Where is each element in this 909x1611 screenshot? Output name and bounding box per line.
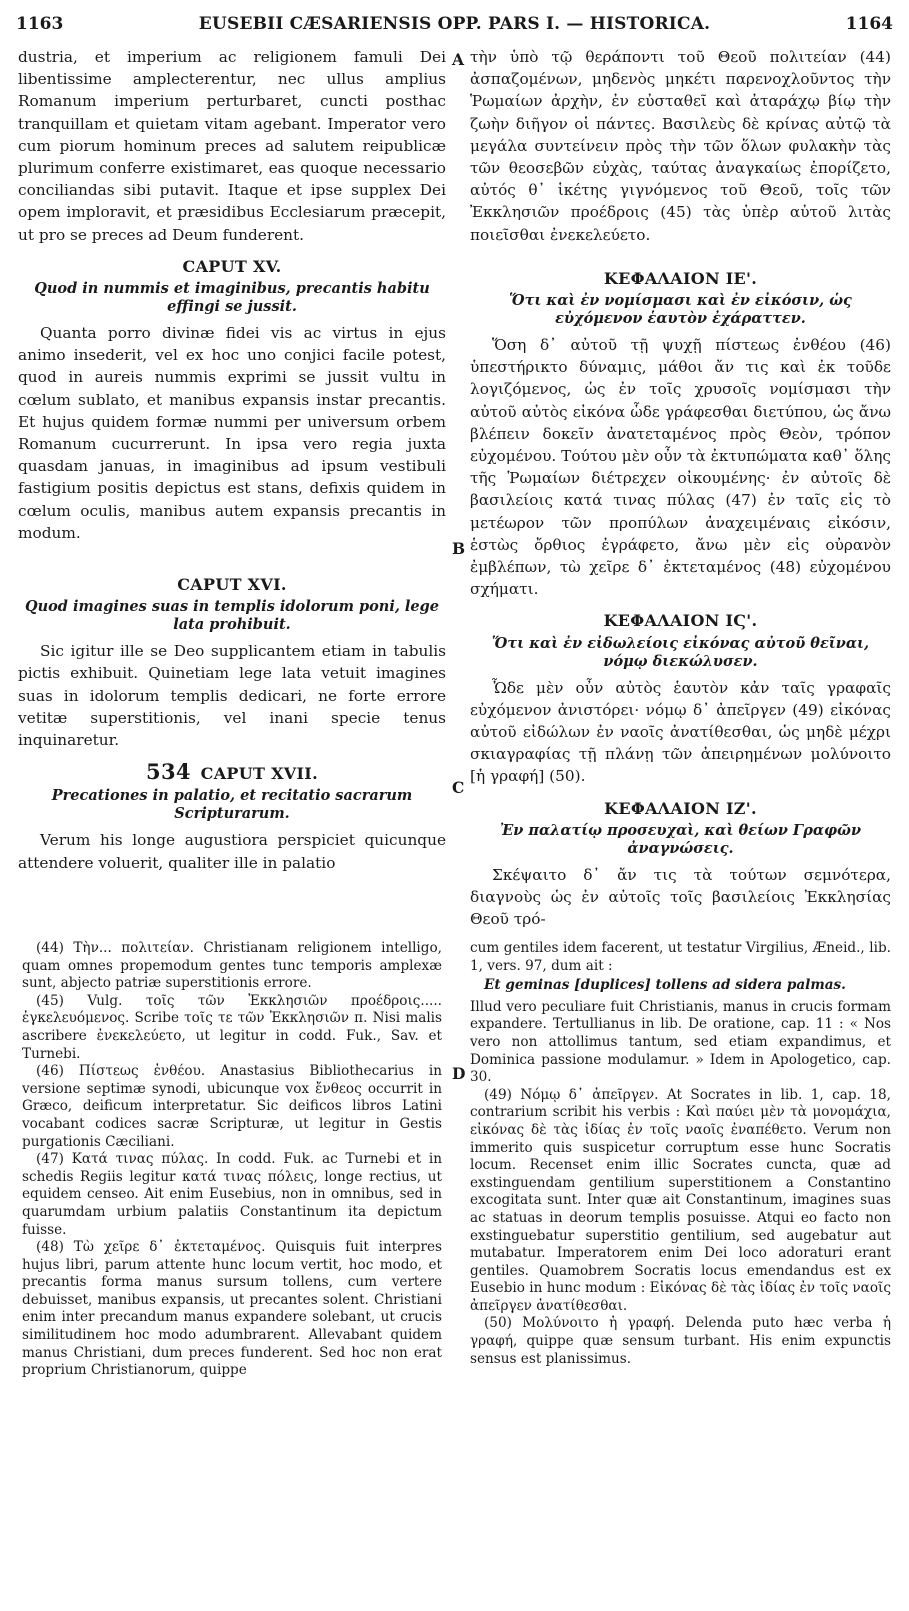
column-number-534: 534 <box>146 759 191 785</box>
greek-column <box>470 46 891 931</box>
caput-17-text: Verum his longe augustiora perspiciet quicunque attendere voluerit, qualiter ille in palatio <box>18 831 446 872</box>
margin-letter-c: C <box>452 778 465 797</box>
footnote-48-end: Illud vero peculiare fuit Christianis, manus in crucis formam expandere. Tertullianus in lib. De oratione, cap. 11 : « Nos vero non attollimus tantum, sed etiam expandimus, et Dominica passione modulamur. » Idem in Apologetico, cap. 30. <box>470 998 891 1086</box>
footnote-48-continued: cum gentiles idem facerent, ut testatur Virgilius, Æneid., lib. 1, vers. 97, dum ait : <box>470 940 891 974</box>
caput-17-title-text: CAPUT XVII. <box>200 764 318 784</box>
running-title: EUSEBII CÆSARIENSIS OPP. PARS I. — HISTORICA. <box>198 14 711 34</box>
footnote-49: (49) Νόμῳ δ᾽ ἀπεῖργεν. At Socrates in lib. 1, cap. 18, contrarium scribit his verbis : Καὶ παύει μὲν τὰ μονομάχια, εἰκόνας δὲ τὰς ἰδίας ἐν τοῖς ναοῖς ἐναπέθετο. Verum non immerito quis suspicetur corruptum esse hunc Socratis locum. Recenset enim illic Socrates cuncta, quæ ad exstinguendam gentilium superstitionem a Constantino excogitata sunt. Inter quæ ait Constantinum, imagines suas ac statuas in deorum templis posuisse. Atqui eo facto non exstinguebatur superstitio gentilium, sed augebatur aut mutabatur. Imperatorem enim Dei loco adoraturi erant gentiles. Quamobrem Socratis locus emendandus est ex Eusebio in hunc modum : Εἰκόνας δὲ τὰς ἰδίας ἐν τοῖς ναοῖς ἀπεῖργεν ἀνατίθεσθαι. <box>470 1086 891 1314</box>
footnote-48: (48) Τὼ χεῖρε δ᾽ ἐκτεταμένος. Quisquis fuit interpres hujus libri, parum attente hunc locum vertit, hoc modo, et precantis forma manus sursum tollens, cum vertere debuisset, manibus expansis, ut precantes solent. Christiani enim inter precandum manus expandere solebant, ut crucis similitudinem hoc modo adumbrarent. Allevabant quidem manus Christiani, dum preces funderent. Sed hoc non erat proprium Christianorum, quippe <box>22 1239 442 1379</box>
latin-intro: dustria, et imperium ac religionem famuli Dei libentissime amplecterentur, nec ullus amplius Romanum imperium perturbaret, cuncti posthac tranquillam et quietam vitam agebant. Imperator vero cum piorum hominum preces ad salutem reipublicæ plurimum conferre existimaret, eas quoque necessario conciliandas sibi putavit. Itaque et ipse supplex Dei opem imploravit, et præsidibus Ecclesiarum præcepit, ut pro se preces ad Deum funderent. <box>18 48 446 244</box>
kephalaion-15-text: Ὅση δ᾽ αὐτοῦ τῇ ψυχῇ πίστεως ἐνθέου (46) ὑπεστήρικτο δύναμις, μάθοι ἄν τις καὶ ἐκ τοῦδε λογιζόμενος, ὡς ἐν τοῖς χρυσοῖς νομίσμασι τὴν αὐτοῦ αὐτὸς εἰκόνα ὧδε γράφεσθαι διετύπου, ὡς ἄνω βλέπειν δοκεῖν ἀνατεταμένος πρὸς Θεὸν, τρόπον εὐχομένου. Τούτου μὲν οὖν τὰ ἐκτυπώματα καθ᾽ ὅλης τῆς Ῥωμαίων διέτρεχεν οἰκουμένης· ἐν αὐτοῖς δὲ βασιλείοις κατά τινας πύλας (47) ἐν ταῖς εἰς τὸ μετέωρον τῶν προπύλων ἀναχειμέναις εἰκόσιν, ἑστὼς ὄρθιος ἐγράφετο, ἄνω μὲν εἰς οὐρανὸν ἐμβλέπων, τὼ χεῖρε δ᾽ ἐκτεταμένος (48) εὐχομένου σχήματι. <box>470 336 891 599</box>
kephalaion-16-subtitle: Ὅτι καὶ ἐν εἰδωλείοις εἰκόνας αὐτοῦ θεῖναι, νόμῳ διεκώλυσεν. <box>491 634 870 670</box>
caput-15-subtitle: Quod in nummis et imaginibus, precantis habitu effingi se jussit. <box>34 280 430 316</box>
kephalaion-15-subtitle: Ὅτι καὶ ἐν νομίσμασι καὶ ἐν εἰκόσιν, ὡς εὐχόμενον ἑαυτὸν ἐχάραττεν. <box>509 292 852 328</box>
page-number-right: 1164 <box>845 14 893 34</box>
kephalaion-17-text: Σκέψαιτο δ᾽ ἄν τις τὰ τούτων σεμνότερα, διαγνοὺς ὡς ἐν αὐτοῖς τοῖς βασιλείοις Ἐκκλησίας Θεοῦ τρό- <box>470 865 891 929</box>
footnote-50: (50) Μολύνοιτο ἡ γραφή. Delenda puto hæc verba ἡ γραφή, quippe quæ sensum turbant. His enim expunctis sensus est planissimus. <box>470 1315 891 1367</box>
caput-17-title <box>18 761 446 785</box>
kephalaion-16-text: Ὧδε μὲν οὖν αὐτὸς ἑαυτὸν κἀν ταῖς γραφαῖς εὐχόμενον ἀνιστόρει· νόμῳ δ᾽ ἀπεῖργεν (49) εἰκόνας αὐτοῦ εἰδώλων ἐν ναοῖς ἀνατίθεσθαι, ὡς μηδὲ μέχρι σκιαγραφίας τῇ πλάνῃ τῶν ἀπειρημένων μολύνοιτο [ἡ γραφή] (50). <box>470 678 891 786</box>
caput-15-text: Quanta porro divinæ fidei vis ac virtus in ejus animo insederit, vel ex hoc uno conjici facile potest, quod in aureis nummis exprimi se jussit vultu in cœlum sublato, et manibus expansis instar precantis. Et hujus quidem formæ nummi per universum orbem Romanum cucurrerunt. In ipsa vero regia juxta quasdam januas, in imaginibus ad ipsum vestibuli fastigium positis depictus est stans, defixis quidem in cœlum oculis, manibus autem expansis precantis in modum. <box>18 324 446 542</box>
running-header <box>0 14 909 42</box>
page-number-left: 1163 <box>16 14 64 34</box>
margin-letter-d: D <box>452 1064 466 1083</box>
margin-letter-b: B <box>452 539 466 558</box>
greek-intro: τὴν ὑπὸ τῷ θεράποντι τοῦ Θεοῦ πολιτείαν (44) ἀσπαζομένων, μηδενὸς μηκέτι παρενοχλοῦντος τὴν Ῥωμαίων ἀρχὴν, ἐν εὐσταθεῖ καὶ ἀταράχῳ βίῳ τὴν ζωὴν διῆγον οἱ πάντες. Βασιλεὺς δὲ κρίνας αὐτῷ τὰ μεγάλα συντείνειν πρὸς τὴν τῶν ὅλων φυλακὴν τὰς τῶν θεοσεβῶν εὐχὰς, ταύτας ἀναγκαίως ἐπορίζετο, αὐτός θ᾽ ἱκέτης γιγνόμενος τοῦ Θεοῦ, τοῖς τῶν Ἐκκλησιῶν προέδροις (45) τὰς ὑπὲρ αὐτοῦ λιτὰς ποιεῖσθαι ἐνεκελεύετο. <box>470 48 891 244</box>
caput-16-title: CAPUT XVI. <box>177 575 287 595</box>
kephalaion-17-title: ΚΕΦΑΛΑΙΟΝ ΙΖ'. <box>604 798 757 818</box>
kephalaion-17-subtitle: Ἐν παλατίῳ προσευχαὶ, καὶ θείων Γραφῶν ἀναγνώσεις. <box>499 821 862 857</box>
footnote-47: (47) Κατά τινας πύλας. In codd. Fuk. ac Turnebi et in schedis Regiis legitur κατά τινας πόλεις, longe rectius, ut equidem censeo. Ait enim Eusebius, non in omnibus, sed in quarumdam urbium palatiis Constantinum ita depictum fuisse. <box>22 1151 442 1238</box>
footnote-46: (46) Πίστεως ἐνθέου. Anastasius Bibliothecarius in versione septimæ synodi, ubicunque vox ἔνθεος occurrit in Græco, deificum interpretatur. Sic deificos libros Latini vocabant codices sacræ Scripturæ, ut legitur in Gestis purgationis Cæciliani. <box>22 1063 442 1150</box>
footnotes-left <box>22 940 442 1380</box>
caput-15-title: CAPUT XV. <box>182 256 282 276</box>
margin-letter-a: A <box>452 50 465 69</box>
virgil-quote: Et geminas [duplices] tollens ad sidera palmas. <box>484 977 846 994</box>
caput-16-subtitle: Quod imagines suas in templis idolorum poni, lege lata prohibuit. <box>24 598 440 634</box>
kephalaion-15-title: ΚΕΦΑΛΑΙΟΝ ΙΕ'. <box>603 268 758 288</box>
footnote-45: (45) Vulg. τοῖς τῶν Ἐκκλησιῶν προέδροις..... ἐγκελευόμενος. Scribe τοῖς τε τῶν Ἐκκλησιῶν π. Nisi malis ascribere ἐνεκελεύετο, ut legitur in codd. Fuk., Sav. et Turnebi. <box>22 992 442 1062</box>
caput-17-subtitle: Precationes in palatio, et recitatio sacrarum Scripturarum. <box>51 787 413 823</box>
kephalaion-16-title: ΚΕΦΑΛΑΙΟΝ ΙϚ'. <box>603 611 758 631</box>
footnote-44: (44) Τὴν... πολιτείαν. Christianam religionem intelligo, quam omnes propemodum gentes tunc temporis amplexæ sunt, abjecto patriæ superstitionis errore. <box>22 940 442 992</box>
latin-column <box>18 46 446 874</box>
caput-16-text: Sic igitur ille se Deo supplicantem etiam in tabulis pictis exhibuit. Quinetiam lege lata vetuit imagines suas in idolorum templis dedicari, ne forte errore vetitæ superstitionis, vel inani specie tenus inquinaretur. <box>18 642 446 750</box>
footnotes-right <box>470 940 891 1368</box>
